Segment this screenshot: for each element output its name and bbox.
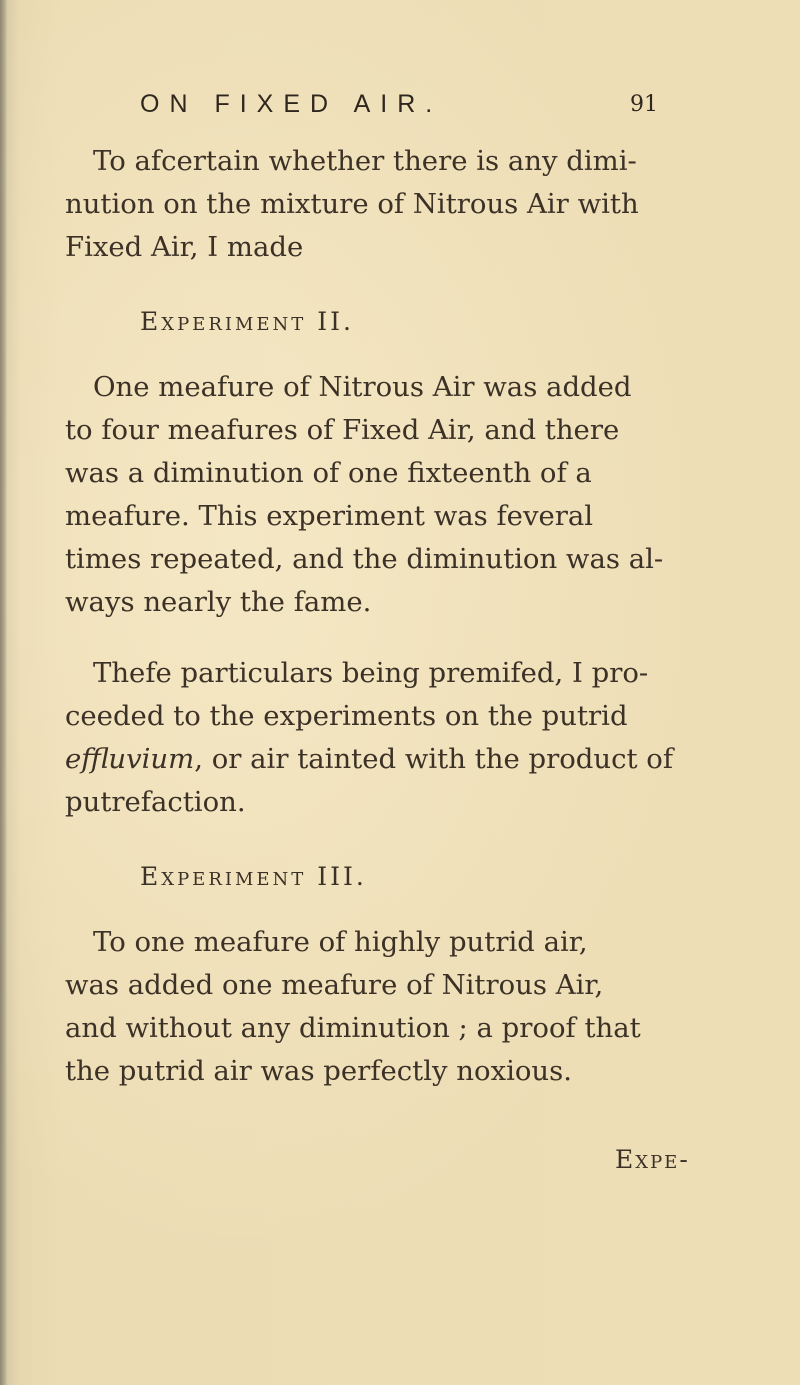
paragraph-3 <box>65 652 725 824</box>
paragraph-3-line: ceeded to the experiments on the putrid <box>65 700 628 732</box>
running-head <box>65 90 725 140</box>
italic-term: effluvium <box>65 743 195 775</box>
paragraph-1 <box>65 140 725 269</box>
paragraph-2-line: times repeated, and the diminution was al- <box>65 543 664 575</box>
paragraph-1-line: nution on the mixture of Nitrous Air with <box>65 188 639 220</box>
paragraph-2-line: meafure. This experiment was feveral <box>65 500 594 532</box>
experiment-heading: Experiment III. <box>140 862 367 891</box>
paragraph-4-line: the putrid air was perfectly noxious. <box>65 1055 572 1087</box>
paragraph-4-line: To one meafure of highly putrid air, <box>93 926 588 958</box>
paragraph-4 <box>65 921 725 1093</box>
paragraph-2-line: to four meafures of Fixed Air, and there <box>65 414 620 446</box>
paragraph-4-line: and without any diminution ; a proof that <box>65 1012 641 1044</box>
paragraph-2-line: was a diminution of one fixteenth of a <box>65 457 592 489</box>
paragraph-4-line: was added one meafure of Nitrous Air, <box>65 969 604 1001</box>
paragraph-1-line: Fixed Air, I made <box>65 231 304 263</box>
page-spine-edge <box>0 0 7 1385</box>
book-page <box>65 90 725 1174</box>
paragraph-2 <box>65 366 725 624</box>
catchword: Expe- <box>615 1145 690 1174</box>
running-title: ON FIXED AIR. <box>140 90 443 118</box>
experiment-heading: Experiment II. <box>140 307 354 336</box>
page-number: 91 <box>630 92 658 117</box>
paragraph-3-line: putrefaction. <box>65 786 246 818</box>
paragraph-3-line <box>65 738 725 781</box>
paragraph-1-line: To afcertain whether there is any dimi- <box>93 145 637 177</box>
paragraph-2-line: One meafure of Nitrous Air was added <box>93 371 632 403</box>
paragraph-3-line: Thefe particulars being premifed, I pro- <box>93 657 649 689</box>
paragraph-2-line: ways nearly the fame. <box>65 586 372 618</box>
paragraph-3-line-rest: , or air tainted with the product of <box>194 743 674 775</box>
